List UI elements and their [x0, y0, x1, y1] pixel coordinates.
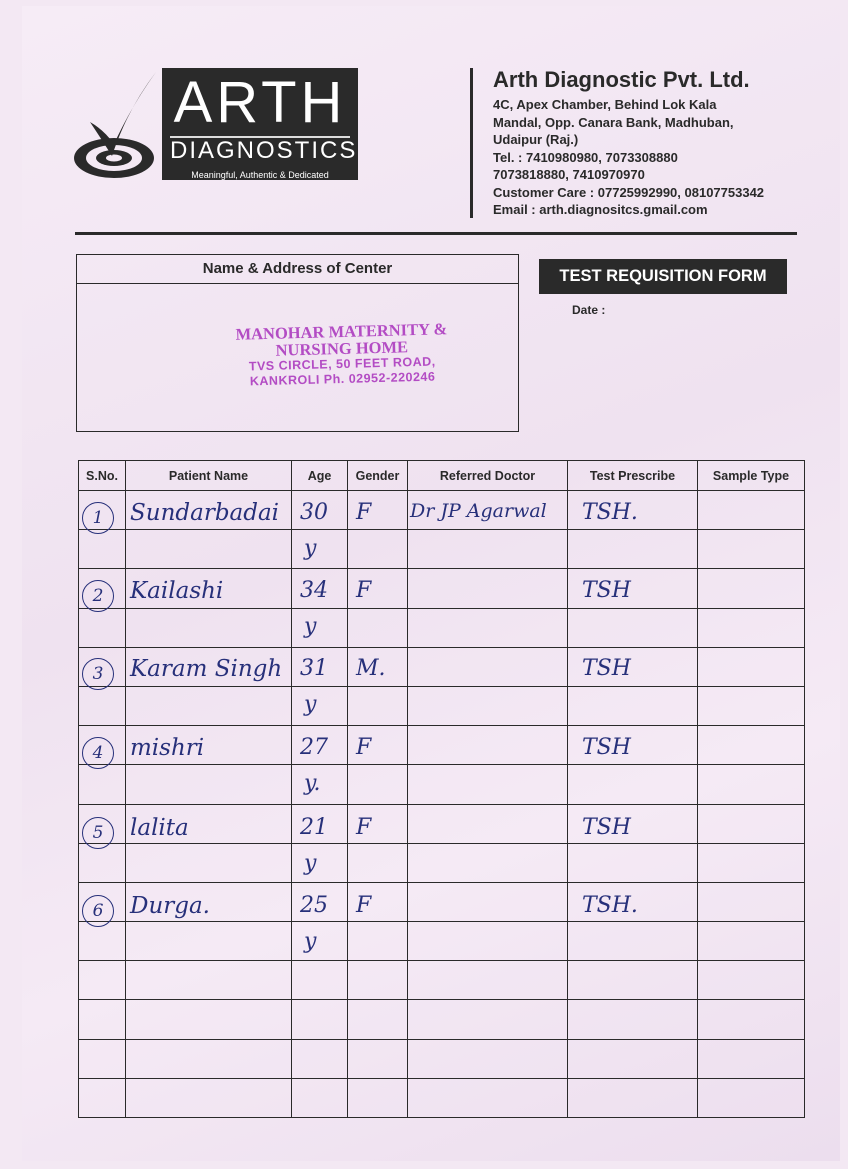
table-cell[interactable] — [79, 530, 126, 569]
table-cell[interactable] — [408, 843, 568, 882]
table-cell[interactable] — [126, 843, 292, 882]
stamp-line: MANOHAR MATERNITY & — [235, 319, 448, 344]
stamp-line: TVS CIRCLE, 50 FEET ROAD, — [248, 354, 436, 374]
table-cell[interactable] — [79, 843, 126, 882]
table-cell[interactable] — [292, 530, 348, 569]
col-header: S.No. — [79, 461, 126, 491]
row-5-gender: F — [356, 815, 372, 840]
row-4-age: 27 — [300, 735, 328, 760]
table-cell[interactable] — [292, 686, 348, 725]
center-stamp — [176, 319, 508, 392]
row-2-age: 34 — [300, 578, 328, 603]
table-cell[interactable] — [408, 726, 568, 765]
table-cell[interactable] — [126, 530, 292, 569]
row-1-age-unit: y — [304, 536, 317, 561]
row-5-test: TSH — [582, 815, 631, 840]
table-cell[interactable] — [698, 686, 805, 725]
table-cell[interactable] — [348, 1039, 408, 1078]
row-1-name: Sundarbadai — [130, 500, 280, 526]
row-2-test: TSH — [582, 578, 631, 603]
customer-care: Customer Care : 07725992990, 08107753342 — [493, 184, 765, 200]
table-cell[interactable] — [292, 961, 348, 1000]
table-cell[interactable] — [348, 530, 408, 569]
header-rule — [75, 232, 797, 235]
table-cell[interactable] — [568, 765, 698, 804]
row-1-doctor: Dr JP Agarwal — [410, 500, 547, 522]
table-cell[interactable] — [126, 608, 292, 647]
row-2-name: Kailashi — [130, 578, 224, 604]
address-line: 4C, Apex Chamber, Behind Lok Kala — [493, 97, 717, 112]
table-cell[interactable] — [568, 1000, 698, 1039]
table-cell[interactable] — [126, 961, 292, 1000]
center-box-title: Name & Address of Center — [77, 255, 518, 284]
row-1-gender: F — [356, 500, 372, 525]
table-cell[interactable] — [292, 843, 348, 882]
row-2-sno: 2 — [82, 580, 114, 612]
col-header: Patient Name — [126, 461, 292, 491]
row-3-test: TSH — [582, 656, 631, 681]
date-label: Date : — [572, 303, 606, 317]
address-line: Mandal, Opp. Canara Bank, Madhuban, — [493, 114, 734, 130]
col-header: Gender — [348, 461, 408, 491]
table-cell[interactable] — [348, 686, 408, 725]
brand-logo — [162, 68, 358, 180]
table-cell[interactable] — [698, 1078, 805, 1117]
row-3-name: Karam Singh — [130, 656, 283, 682]
company-info — [493, 66, 833, 219]
table-cell[interactable] — [348, 608, 408, 647]
row-4-age-unit: y. — [304, 771, 321, 796]
table-cell[interactable] — [698, 804, 805, 843]
row-2-gender: F — [356, 578, 372, 603]
row-3-age-unit: y — [304, 692, 317, 717]
logo-tagline: Meaningful, Authentic & Dedicated — [191, 170, 329, 180]
table-cell[interactable] — [408, 961, 568, 1000]
address-line: Udaipur (Raj.) — [493, 132, 579, 147]
target-check-logo-icon — [72, 70, 158, 182]
table-row — [79, 1039, 805, 1078]
table-cell[interactable] — [698, 922, 805, 961]
table-cell[interactable] — [568, 1039, 698, 1078]
table-cell[interactable] — [126, 1000, 292, 1039]
table-cell[interactable] — [698, 491, 805, 530]
row-3-gender: M. — [356, 656, 386, 681]
table-cell[interactable] — [348, 922, 408, 961]
col-header: Age — [292, 461, 348, 491]
table-row — [79, 530, 805, 569]
row-6-age: 25 — [300, 893, 328, 918]
table-cell[interactable] — [126, 922, 292, 961]
row-4-gender: F — [356, 735, 372, 760]
table-cell[interactable] — [698, 530, 805, 569]
table-cell[interactable] — [698, 608, 805, 647]
row-5-age-unit: y — [304, 851, 317, 876]
table-cell[interactable] — [408, 882, 568, 921]
email: Email : arth.diagnositcs.gmail.com — [493, 202, 708, 217]
table-cell[interactable] — [408, 1000, 568, 1039]
table-cell[interactable] — [698, 1039, 805, 1078]
table-cell[interactable] — [292, 1039, 348, 1078]
header-divider — [470, 68, 473, 218]
table-row — [79, 961, 805, 1000]
table-cell[interactable] — [79, 608, 126, 647]
table-cell[interactable] — [408, 686, 568, 725]
table-cell[interactable] — [408, 569, 568, 608]
table-cell[interactable] — [698, 961, 805, 1000]
table-cell[interactable] — [79, 922, 126, 961]
company-name: Arth Diagnostic Pvt. Ltd. — [493, 67, 750, 92]
row-6-test: TSH. — [582, 893, 638, 918]
table-cell[interactable] — [79, 686, 126, 725]
table-row — [79, 843, 805, 882]
row-3-sno: 3 — [82, 658, 114, 690]
table-cell[interactable] — [698, 647, 805, 686]
row-4-test: TSH — [582, 735, 631, 760]
table-cell[interactable] — [568, 686, 698, 725]
tel-line: Tel. : 7410980980, 7073308880 — [493, 149, 678, 165]
table-cell[interactable] — [79, 1039, 126, 1078]
row-5-name: lalita — [130, 815, 189, 841]
table-cell[interactable] — [292, 608, 348, 647]
table-cell[interactable] — [698, 726, 805, 765]
table-cell[interactable] — [568, 608, 698, 647]
table-cell[interactable] — [292, 1000, 348, 1039]
table-cell[interactable] — [126, 765, 292, 804]
table-row — [79, 1000, 805, 1039]
row-2-age-unit: y — [304, 614, 317, 639]
table-cell[interactable] — [568, 1078, 698, 1117]
table-cell[interactable] — [698, 843, 805, 882]
table-cell[interactable] — [408, 804, 568, 843]
patient-table — [78, 460, 805, 1118]
tel-line: 7073818880, 7410970970 — [493, 167, 645, 182]
stamp-line: KANKROLI Ph. 02952-220246 — [249, 369, 436, 389]
row-5-age: 21 — [300, 815, 328, 840]
table-cell[interactable] — [698, 882, 805, 921]
col-header: Sample Type — [698, 461, 805, 491]
table-cell[interactable] — [79, 1078, 126, 1117]
table-cell[interactable] — [408, 922, 568, 961]
table-cell[interactable] — [126, 1039, 292, 1078]
table-cell[interactable] — [408, 765, 568, 804]
row-6-gender: F — [356, 893, 372, 918]
table-cell[interactable] — [126, 1078, 292, 1117]
table-cell[interactable] — [408, 647, 568, 686]
col-header: Referred Doctor — [408, 461, 568, 491]
table-cell[interactable] — [348, 961, 408, 1000]
table-cell[interactable] — [408, 608, 568, 647]
table-cell[interactable] — [348, 1078, 408, 1117]
row-6-age-unit: y — [304, 929, 317, 954]
table-cell[interactable] — [568, 843, 698, 882]
table-header-row — [79, 461, 805, 491]
row-6-sno: 6 — [82, 895, 114, 927]
row-6-name: Durga. — [130, 893, 210, 919]
table-cell[interactable] — [126, 686, 292, 725]
table-cell[interactable] — [698, 569, 805, 608]
row-4-sno: 4 — [82, 737, 114, 769]
table-cell[interactable] — [408, 1078, 568, 1117]
row-3-age: 31 — [300, 656, 328, 681]
table-cell[interactable] — [348, 843, 408, 882]
table-row — [79, 922, 805, 961]
stamp-line: NURSING HOME — [275, 337, 409, 360]
logo-sub: DIAGNOSTICS — [170, 137, 358, 164]
col-header: Test Prescribe — [568, 461, 698, 491]
table-cell[interactable] — [79, 765, 126, 804]
table-cell[interactable] — [408, 530, 568, 569]
table-cell[interactable] — [408, 1039, 568, 1078]
table-cell[interactable] — [292, 1078, 348, 1117]
logo-word: ARTH — [173, 70, 347, 135]
table-cell[interactable] — [698, 1000, 805, 1039]
row-1-test: TSH. — [582, 500, 638, 525]
row-1-sno: 1 — [82, 502, 114, 534]
table-cell[interactable] — [568, 922, 698, 961]
table-cell[interactable] — [79, 961, 126, 1000]
table-cell[interactable] — [348, 765, 408, 804]
center-address-box — [76, 254, 519, 432]
row-1-age: 30 — [300, 500, 328, 525]
table-row — [79, 686, 805, 725]
table-row — [79, 1078, 805, 1117]
table-row — [79, 765, 805, 804]
table-cell[interactable] — [568, 530, 698, 569]
table-cell[interactable] — [348, 1000, 408, 1039]
row-5-sno: 5 — [82, 817, 114, 849]
table-row — [79, 608, 805, 647]
table-cell[interactable] — [79, 1000, 126, 1039]
table-cell[interactable] — [698, 765, 805, 804]
row-4-name: mishri — [130, 735, 205, 761]
table-cell[interactable] — [292, 922, 348, 961]
table-cell[interactable] — [568, 961, 698, 1000]
form-title: TEST REQUISITION FORM — [539, 259, 787, 294]
